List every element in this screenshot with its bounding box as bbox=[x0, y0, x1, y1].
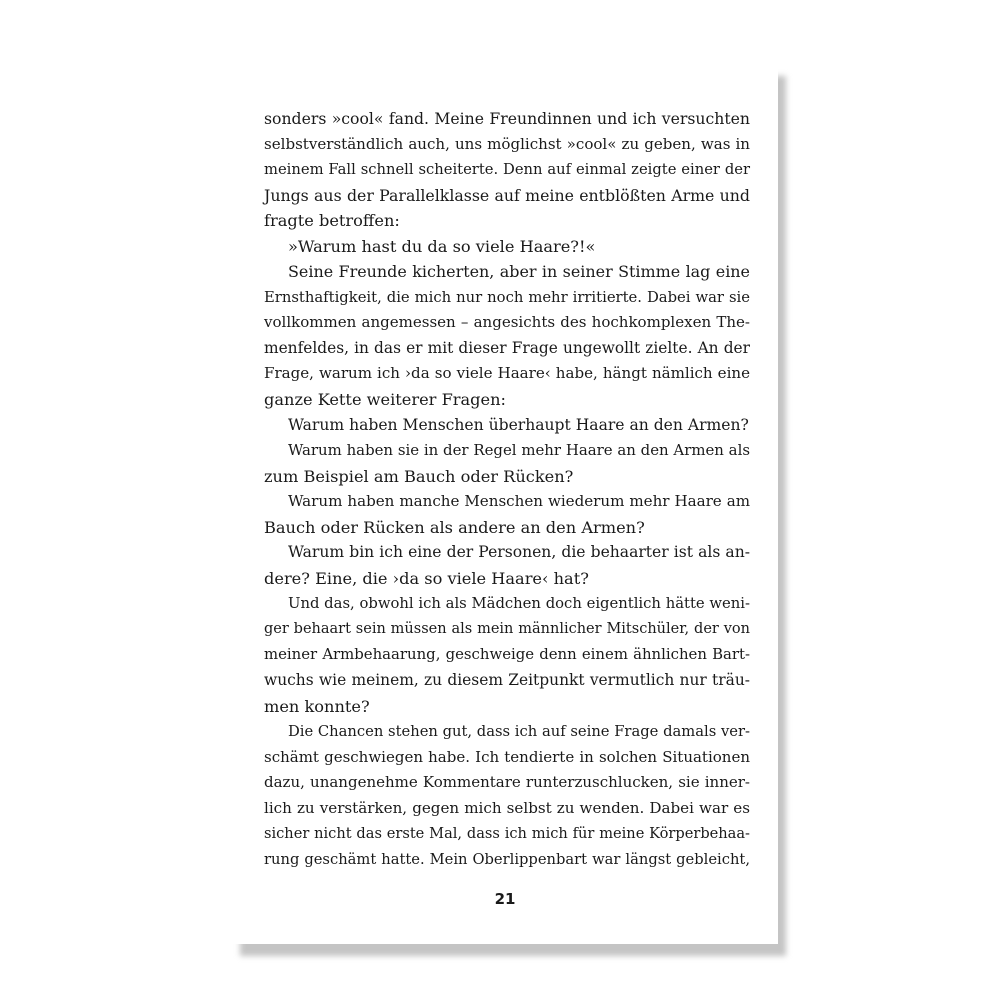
text-line: rung geschämt hatte. Mein Oberlippenbart war längst gebleicht, bbox=[264, 850, 750, 868]
text-line: Frage, warum ich ›da so viele Haare‹ habe, hängt nämlich eine bbox=[264, 364, 750, 383]
text-line: ganze Kette weiterer Fragen: bbox=[264, 390, 507, 410]
text-line: Und das, obwohl ich als Mädchen doch eigentlich hätte weni- bbox=[288, 595, 750, 613]
text-line: Warum haben manche Menschen wiederum mehr Haare am bbox=[288, 492, 750, 511]
text-line: meinem Fall schnell scheiterte. Denn auf einmal zeigte einer der bbox=[264, 161, 750, 179]
text-line: Seine Freunde kicherten, aber in seiner Stimme lag eine bbox=[288, 262, 750, 282]
text-line: Warum haben Menschen überhaupt Haare an den Armen? bbox=[288, 415, 749, 434]
text-line: wuchs wie meinem, zu diesem Zeitpunkt vermutlich nur träu- bbox=[264, 671, 750, 690]
text-line: men konnte? bbox=[264, 696, 370, 716]
text-line: Bauch oder Rücken als andere an den Armen? bbox=[264, 517, 645, 537]
text-line: Die Chancen stehen gut, dass ich auf seine Frage damals ver- bbox=[288, 723, 750, 741]
text-line: sicher nicht das erste Mal, dass ich mich für meine Körperbehaa- bbox=[264, 825, 750, 843]
text-line: menfeldes, in das er mit dieser Frage ungewollt zielte. An der bbox=[264, 338, 750, 357]
text-line: schämt geschwiegen habe. Ich tendierte in solchen Situationen bbox=[264, 747, 750, 766]
book-page bbox=[232, 68, 778, 944]
text-line: fragte betroffen: bbox=[264, 211, 400, 231]
text-line: Ernsthaftigkeit, die mich nur noch mehr irritierte. Dabei war sie bbox=[264, 288, 750, 306]
text-line: Warum haben sie in der Regel mehr Haare an den Armen als bbox=[288, 441, 750, 460]
text-line: zum Beispiel am Bauch oder Rücken? bbox=[264, 466, 574, 486]
text-line: dazu, unangenehme Kommentare runterzuschlucken, sie inner- bbox=[264, 773, 750, 792]
text-line: ger behaart sein müssen als mein männlicher Mitschüler, der von bbox=[264, 620, 750, 637]
text-line: meiner Armbehaarung, geschweige denn einem ähnlichen Bart- bbox=[264, 645, 750, 664]
body-text bbox=[264, 106, 750, 872]
page-number: 21 bbox=[494, 890, 516, 908]
text-line: Warum bin ich eine der Personen, die behaarter ist als an- bbox=[288, 543, 750, 562]
text-line: vollkommen angemessen – angesichts des hochkomplexen The- bbox=[264, 313, 750, 332]
text-line: lich zu verstärken, gegen mich selbst zu wenden. Dabei war es bbox=[264, 798, 750, 817]
text-line: sonders »cool« fand. Meine Freundinnen und ich versuchten bbox=[264, 109, 750, 128]
text-line: selbstverständlich auch, uns möglichst »cool« zu geben, was in bbox=[264, 134, 750, 153]
text-line: Jungs aus der Parallelklasse auf meine entblößten Arme und bbox=[264, 185, 750, 205]
text-line: dere? Eine, die ›da so viele Haare‹ hat? bbox=[264, 568, 589, 588]
text-line: »Warum hast du da so viele Haare?!« bbox=[288, 236, 596, 256]
